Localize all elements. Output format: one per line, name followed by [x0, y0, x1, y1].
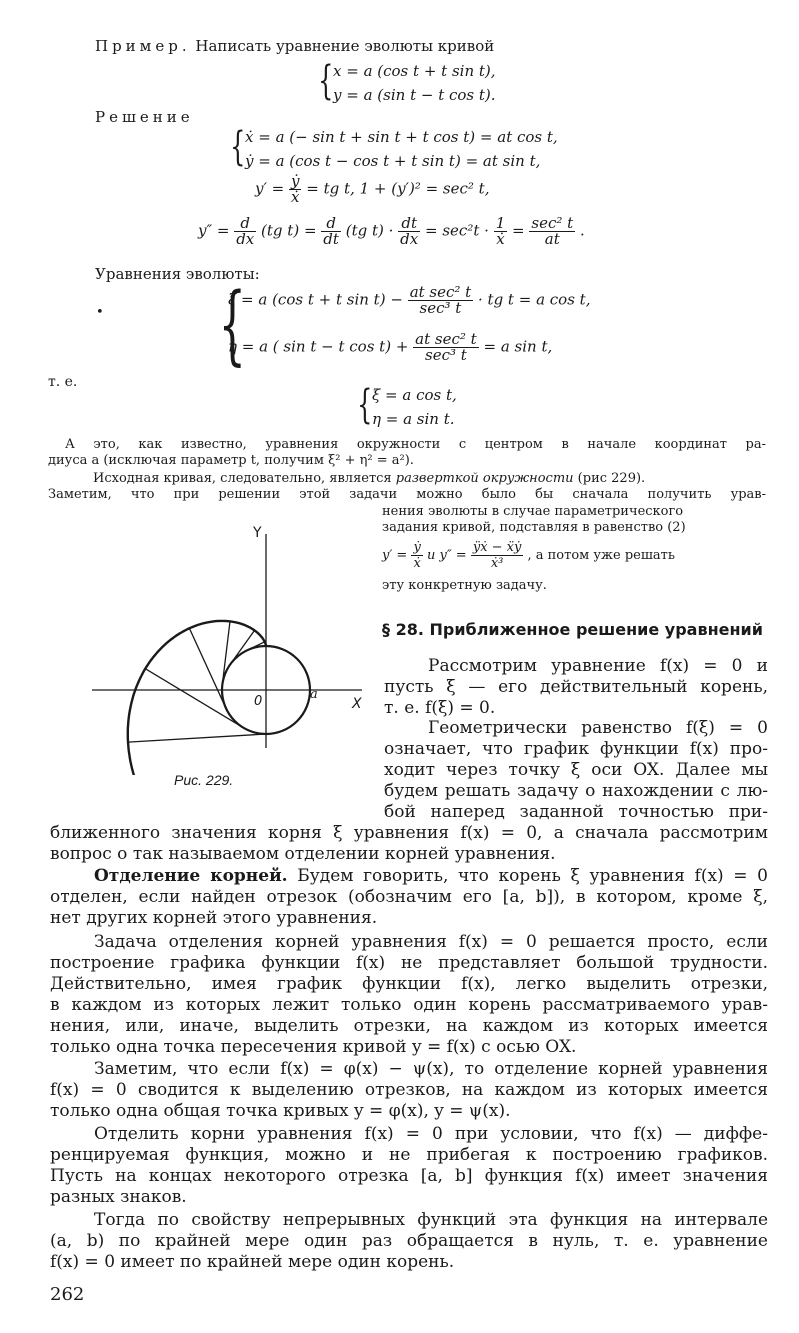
equation: η = a sin t. [372, 410, 455, 428]
evolute-equation-xi: ξ = a (cos t + t sin t) − $\frac{\text{at sec² t}}{\text{sec³ t}}$ · tg t = a cos t, [228, 283, 591, 317]
brace: { [318, 58, 334, 104]
equation-derivative: y′ = $\frac{\text{ẏ}}{\text{ẋ}}$ = tg t, 1 + (y′)² = sec² t, [255, 172, 490, 206]
paragraph: Отделение корней. Будем говорить, что корень ξ уравнения f(x) = 0 отделен, если найден отрезок (обозначим его [a, b]), в котором, кроме ξ, нет других корней этого уравнения. [50, 866, 768, 928]
ie-label: т. е. [48, 374, 78, 390]
page-number: 262 [50, 1284, 85, 1305]
tangent-segment [222, 621, 230, 684]
paragraph: Заметим, что если f(x) = φ(x) − ψ(x), то отделение корней уравнения f(x) = 0 сводится к выделению отрезков, на каждом из которых имеется только одна общая точка кривых y = φ(x), y = ψ(x). [50, 1059, 768, 1121]
equation: x = a (cos t + t sin t), [333, 62, 496, 80]
equation: ẋ = a (− sin t + sin t + t cos t) = at cos t, [245, 128, 558, 146]
origin-label: 0 [254, 694, 263, 709]
equation: ξ = a cos t, [372, 386, 457, 404]
paragraph: ближенного значения корня ξ уравнения f(x) = 0, а сначала рассмотрим вопрос о так называемом отделении корней уравнения. [50, 823, 768, 864]
evolute-label: Уравнения эволюты: [95, 265, 260, 283]
paragraph: Отделить корни уравнения f(x) = 0 при условии, что f(x) — диффе- ренцируемая функция, можно и не прибегая к построению графиков. Пусть на концах некоторого отрезка [a, b] функция f(x) имеет значения разных знаков. [50, 1124, 768, 1207]
example-text: Написать уравнение эволюты кривой [195, 37, 495, 55]
example-label: Пример. [95, 37, 191, 55]
tangent-segment [189, 628, 226, 708]
small-paragraph: А это, как известно, уравнения окружности с центром в начале координат ра- диуса a (исключая параметр t, получим ξ² + η² = a²). [48, 437, 766, 468]
small-paragraph-side: нения эволюты в случае параметрического задания кривой, подставляя в равенство (2) [382, 504, 686, 535]
bullet: • [96, 305, 104, 320]
equation: y = a (sin t − t cos t). [333, 86, 496, 104]
small-paragraph-formula: y′ = $\frac{\text{ẏ}}{\text{ẋ}}$ и y″ = $\frac{\text{ÿẋ − ẍẏ}}{\text{ẋ³}}$ , а потом уже решать [382, 540, 675, 571]
paragraph: Рассмотрим уравнение f(x) = 0 и пусть ξ — его действительный корень, т. е. f(ξ) = 0. [384, 656, 768, 718]
figure-involute [85, 515, 375, 775]
small-paragraph: Исходная кривая, следовательно, является разверткой окружности (рис 229). Заметим, что при решении этой задачи можно было бы сначала получить урав- [48, 471, 766, 502]
brace: { [230, 124, 246, 170]
evolute-equation-eta: η = a ( sin t − t cos t) + $\frac{\text{at sec² t}}{\text{sec³ t}}$ = a sin t, [228, 330, 553, 364]
equation-second-derivative: y″ = $\frac{d}{dx}$ (tg t) = $\frac{d}{dt}$ (tg t) · $\frac{dt}{dx}$ = sec²t · $\frac{1}{\text{ẋ}}$ = $\frac{\text{sec² t}}{at}$ . [198, 214, 585, 248]
figure-caption: Рис. 229. [174, 772, 234, 788]
tangent-segment [230, 630, 254, 664]
section-title: § 28. Приближенное решение уравнений [382, 620, 763, 639]
paragraph: Тогда по свойству непрерывных функций эта функция на интервале (a, b) по крайней мере один раз обращается в нуль, т. е. уравнение f(x) = 0 имеет по крайней мере один корень. [50, 1210, 768, 1272]
solution-label: Решение [95, 108, 194, 126]
tangent-segment [128, 734, 269, 742]
small-paragraph-end: эту конкретную задачу. [382, 578, 547, 593]
axis-x-label: X [352, 696, 362, 712]
tangent-lines [128, 621, 269, 742]
axis-y-label: Y [253, 525, 262, 541]
brace: { [357, 382, 373, 428]
paragraph: Задача отделения корней уравнения f(x) = 0 решается просто, если построение графика функции f(x) не представляет большой трудности. Действительно, имея график функции f(x), легко выделить отрезки, в каждом из которых лежит только один корень рассматриваемого урав- нения, или, иначе, выделить отрезки, на каждом из которых имеется только одна точка пересечения кривой y = f(x) с осью OX. [50, 932, 768, 1057]
example-line [95, 37, 494, 55]
equation: ẏ = a (cos t − cos t + t sin t) = at sin t, [245, 152, 541, 170]
paragraph: Геометрически равенство f(ξ) = 0 означает, что график функции f(x) про- ходит через точку ξ оси OX. Далее мы будем решать задачу о нахождении с лю- бой наперед заданной точностью при- [384, 718, 768, 822]
brace: { [218, 275, 247, 375]
radius-label: a [310, 687, 318, 702]
tangent-segment [145, 669, 243, 728]
